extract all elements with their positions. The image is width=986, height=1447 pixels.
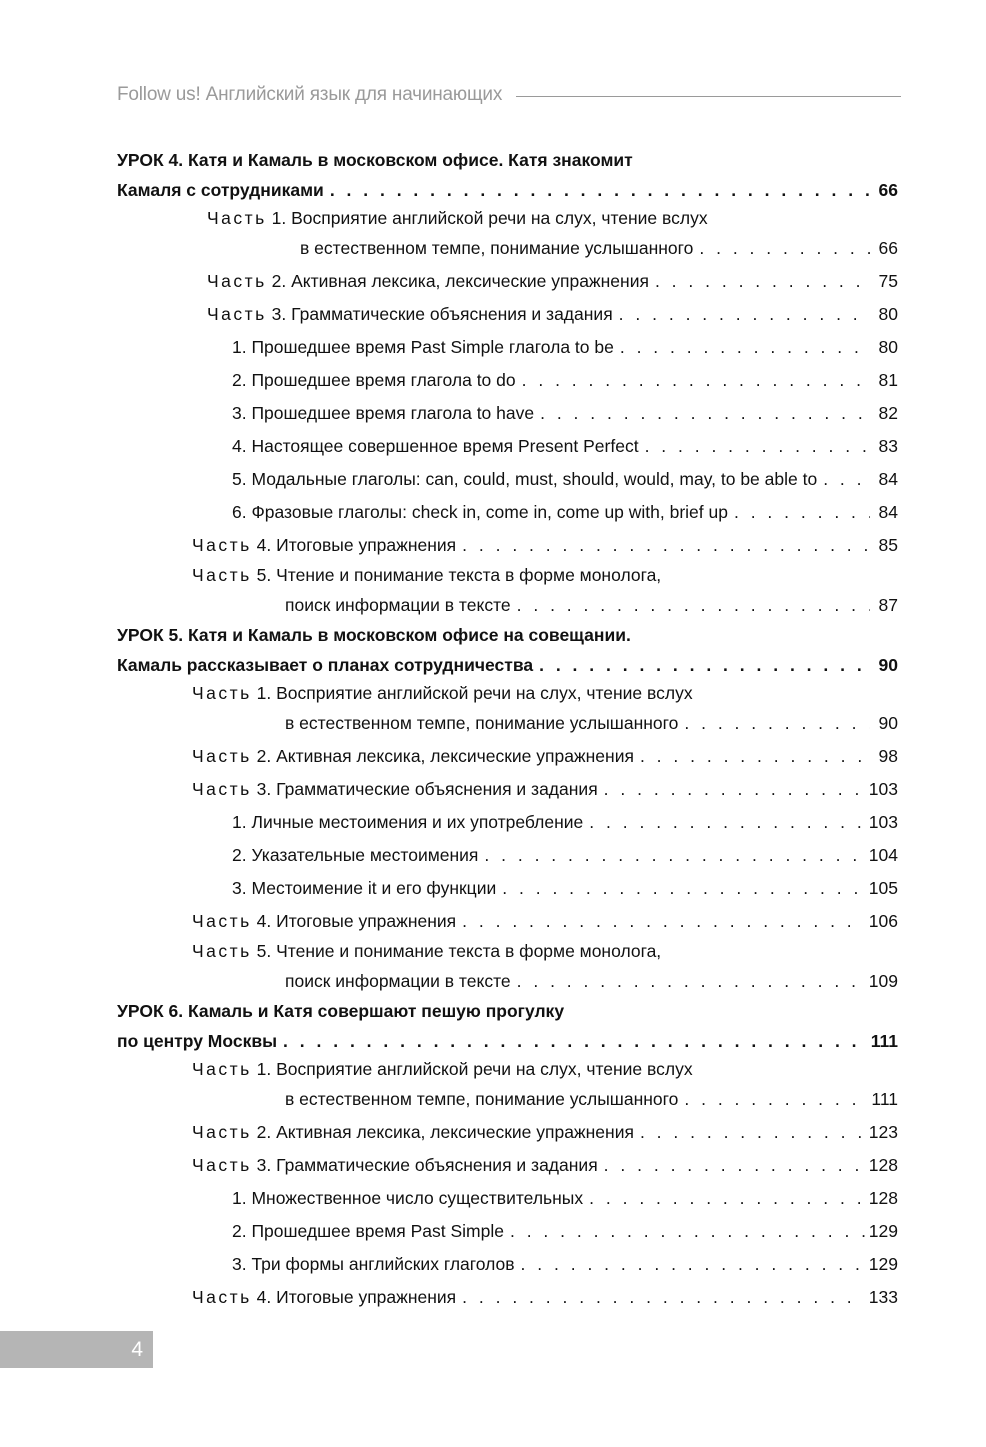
page-number: 85 (878, 535, 898, 555)
leader-dots (655, 265, 870, 298)
header-rule (516, 96, 901, 97)
running-header (117, 80, 901, 110)
toc-subsection[interactable] (117, 839, 898, 872)
toc-part[interactable] (117, 938, 898, 998)
leader-dots (502, 872, 865, 905)
part-label: Часть (207, 271, 267, 291)
leader-dots (823, 463, 870, 496)
toc-part[interactable] (117, 529, 898, 562)
leader-dots (734, 496, 870, 529)
toc-part[interactable] (117, 905, 898, 938)
leader-dots (540, 397, 870, 430)
subsection-title: 5. Модальные глаголы: can, could, must, should, would, may, to be able to (232, 469, 818, 489)
lesson-title-line1: УРОК 5. Катя и Камаль в московском офисе на совещании. (117, 625, 631, 645)
page-number: 111 (871, 1089, 898, 1109)
lesson-title-line2: Камаль рассказывает о планах сотрудничества (117, 655, 534, 675)
part-title-line1: 5. Чтение и понимание текста в форме монолога, (256, 941, 662, 961)
lesson-title-line1: УРОК 4. Катя и Камаль в московском офисе. Катя знакомит (117, 150, 633, 170)
leader-dots (645, 430, 870, 463)
page-number: 128 (868, 1188, 898, 1208)
toc-subsection[interactable] (117, 331, 898, 364)
leader-dots (604, 773, 865, 806)
page-number: 84 (878, 502, 898, 522)
part-label: Часть (192, 911, 252, 931)
part-label: Часть (192, 779, 252, 799)
part-title-line1: 1. Восприятие английской речи на слух, чтение вслух (271, 208, 708, 228)
leader-dots (619, 298, 870, 331)
part-label: Часть (192, 565, 252, 585)
page-number: 104 (868, 845, 898, 865)
part-title: 3. Грамматические объяснения и задания (271, 304, 613, 324)
page-number: 109 (868, 971, 898, 991)
toc-part[interactable] (117, 740, 898, 773)
page-number: 80 (878, 304, 898, 324)
part-title: 2. Активная лексика, лексические упражнения (271, 271, 649, 291)
part-title: 4. Итоговые упражнения (256, 911, 457, 931)
subsection-title: 3. Три формы английских глаголов (232, 1254, 515, 1274)
toc-part[interactable] (117, 1116, 898, 1149)
toc-part[interactable] (117, 773, 898, 806)
part-title-line1: 1. Восприятие английской речи на слух, чтение вслух (256, 1059, 693, 1079)
page-number: 83 (878, 436, 898, 456)
toc-subsection[interactable] (117, 1248, 898, 1281)
part-label: Часть (192, 535, 252, 555)
lesson-title-line2: по центру Москвы (117, 1031, 278, 1051)
page-number-tab: 4 (0, 1331, 153, 1368)
toc-subsection[interactable] (117, 872, 898, 905)
page-number: 87 (878, 595, 898, 615)
subsection-title: 3. Прошедшее время глагола to have (232, 403, 535, 423)
leader-dots (699, 232, 870, 265)
page-number: 98 (878, 746, 898, 766)
toc-subsection[interactable] (117, 806, 898, 839)
table-of-contents (117, 147, 898, 1314)
leader-dots (462, 1281, 865, 1314)
page-number: 82 (878, 403, 898, 423)
leader-dots (539, 649, 870, 682)
part-label: Часть (192, 1122, 252, 1142)
part-label: Часть (192, 1155, 252, 1175)
page-number: 103 (868, 779, 898, 799)
part-title-line2: в естественном темпе, понимание услышанного (285, 1089, 679, 1109)
part-title-line2: поиск информации в тексте (285, 595, 511, 615)
toc-part[interactable] (117, 1056, 898, 1116)
lesson-title-line1: УРОК 6. Камаль и Катя совершают пешую прогулку (117, 1001, 565, 1021)
leader-dots (684, 707, 870, 740)
part-title: 3. Грамматические объяснения и задания (256, 1155, 598, 1175)
leader-dots (283, 1025, 867, 1058)
subsection-title: 1. Личные местоимения и их употребление (232, 812, 584, 832)
subsection-title: 6. Фразовые глаголы: check in, come in, come up with, brief up (232, 502, 728, 522)
page-number: 105 (868, 878, 898, 898)
page-number: 66 (878, 180, 898, 200)
part-title-line2: в естественном темпе, понимание услышанного (300, 238, 694, 258)
part-title: 2. Активная лексика, лексические упражнения (256, 1122, 634, 1142)
leader-dots (462, 529, 870, 562)
leader-dots (589, 806, 865, 839)
page-number: 66 (878, 238, 898, 258)
leader-dots (521, 1248, 865, 1281)
subsection-title: 2. Прошедшее время глагола to do (232, 370, 516, 390)
page-number: 129 (868, 1221, 898, 1241)
toc-subsection[interactable] (117, 364, 898, 397)
leader-dots (620, 331, 870, 364)
subsection-title: 3. Местоимение it и его функции (232, 878, 497, 898)
toc-part[interactable] (117, 562, 898, 622)
subsection-title: 2. Указательные местоимения (232, 845, 479, 865)
part-title-line2: в естественном темпе, понимание услышанного (285, 713, 679, 733)
toc-subsection[interactable] (117, 430, 898, 463)
subsection-title: 4. Настоящее совершенное время Present Perfect (232, 436, 639, 456)
page-number: 81 (878, 370, 898, 390)
toc-subsection[interactable] (117, 1182, 898, 1215)
page-number: 90 (878, 655, 898, 675)
page-number: 90 (878, 713, 898, 733)
page-number: 111 (870, 1031, 898, 1051)
page-number: 123 (868, 1122, 898, 1142)
page-number: 103 (868, 812, 898, 832)
page-number: 106 (868, 911, 898, 931)
leader-dots (510, 1215, 865, 1248)
leader-dots (604, 1149, 865, 1182)
part-title-line1: 5. Чтение и понимание текста в форме монолога, (256, 565, 662, 585)
part-label: Часть (192, 1059, 252, 1079)
toc-lesson[interactable] (117, 998, 898, 1056)
toc-part[interactable] (117, 265, 898, 298)
part-label: Часть (192, 683, 252, 703)
leader-dots (330, 174, 870, 207)
leader-dots (522, 364, 870, 397)
page-number: 128 (868, 1155, 898, 1175)
part-label: Часть (207, 208, 267, 228)
part-label: Часть (192, 1287, 252, 1307)
page-number: 75 (878, 271, 898, 291)
toc-subsection[interactable] (117, 496, 898, 529)
leader-dots (684, 1083, 867, 1116)
toc-part[interactable] (117, 205, 898, 265)
toc-subsection[interactable] (117, 463, 898, 496)
toc-lesson[interactable] (117, 622, 898, 680)
part-title: 2. Активная лексика, лексические упражнения (256, 746, 634, 766)
toc-part[interactable] (117, 298, 898, 331)
page-number: 129 (868, 1254, 898, 1274)
leader-dots (640, 740, 870, 773)
subsection-title: 1. Прошедшее время Past Simple глагола to be (232, 337, 614, 357)
toc-part[interactable] (117, 1281, 898, 1314)
part-title-line2: поиск информации в тексте (285, 971, 511, 991)
part-label: Часть (207, 304, 267, 324)
book-title: Follow us! Английский язык для начинающих (117, 84, 503, 105)
lesson-title-line2: Камаля с сотрудниками (117, 180, 324, 200)
leader-dots (484, 839, 864, 872)
part-title-line1: 1. Восприятие английской речи на слух, чтение вслух (256, 683, 693, 703)
toc-subsection[interactable] (117, 1215, 898, 1248)
part-label: Часть (192, 746, 252, 766)
toc-subsection[interactable] (117, 397, 898, 430)
page-number: 84 (878, 469, 898, 489)
leader-dots (589, 1182, 865, 1215)
subsection-title: 1. Множественное число существительных (232, 1188, 584, 1208)
leader-dots (517, 965, 865, 998)
page-number: 80 (878, 337, 898, 357)
toc-lesson[interactable] (117, 147, 898, 205)
leader-dots (462, 905, 865, 938)
part-label: Часть (192, 941, 252, 961)
subsection-title: 2. Прошедшее время Past Simple (232, 1221, 504, 1241)
toc-part[interactable] (117, 680, 898, 740)
part-title: 3. Грамматические объяснения и задания (256, 779, 598, 799)
leader-dots (517, 589, 870, 622)
page-number: 133 (868, 1287, 898, 1307)
leader-dots (640, 1116, 865, 1149)
part-title: 4. Итоговые упражнения (256, 1287, 457, 1307)
toc-part[interactable] (117, 1149, 898, 1182)
part-title: 4. Итоговые упражнения (256, 535, 457, 555)
